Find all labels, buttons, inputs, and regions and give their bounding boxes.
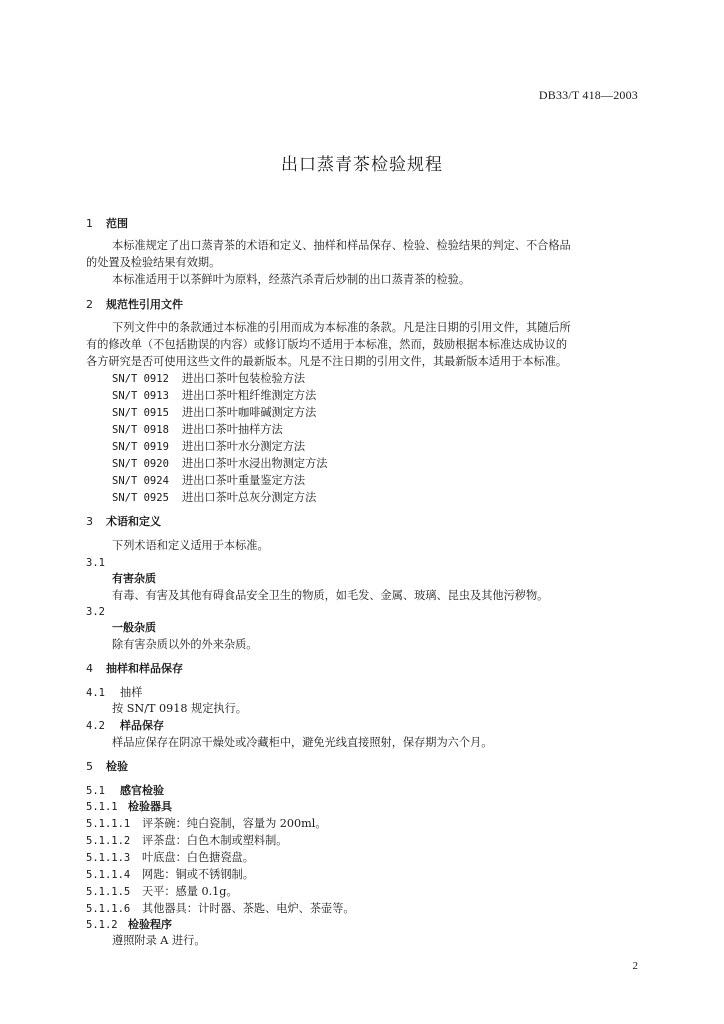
section-2-para-1a: 下列文件中的条款通过本标准的引用而成为本标准的条款。凡是注日期的引用文件，其随后所 (112, 321, 571, 334)
section-5-heading: 5 检验 (86, 760, 128, 773)
section-4-2-text: 样品应保存在阴凉干燥处或冷藏柜中，避免光线直接照射，保存期为六个月。 (112, 736, 493, 749)
reference-item: SN/T 0918 进出口茶叶抽样方法 (112, 423, 283, 436)
reference-item: SN/T 0912 进出口茶叶包装检验方法 (112, 372, 306, 385)
section-5-1-2-heading: 5.1.2 检验程序 (86, 918, 172, 931)
term-3-2-name: 一般杂质 (112, 621, 156, 634)
section-3-para-1: 下列术语和定义适用于本标准。 (112, 539, 269, 552)
reference-item: SN/T 0915 进出口茶叶咖啡碱测定方法 (112, 406, 317, 419)
reference-item: SN/T 0913 进出口茶叶粗纤维测定方法 (112, 389, 317, 402)
section-5-1-2-text: 遵照附录 A 进行。 (112, 934, 206, 947)
section-3-heading: 3 术语和定义 (86, 515, 161, 528)
section-4-2-heading: 4.2 样品保存 (86, 719, 164, 732)
section-1-para-1b: 的处置及检验结果有效期。 (86, 256, 221, 269)
section-4-heading: 4 抽样和样品保存 (86, 662, 183, 675)
standard-code: DB33/T 418—2003 (538, 88, 638, 102)
section-5-1-heading: 5.1 感官检验 (86, 784, 164, 797)
term-3-1-name: 有害杂质 (112, 572, 156, 585)
section-4-1-heading: 4.1 抽样 (86, 686, 143, 699)
reference-item: SN/T 0925 进出口茶叶总灰分测定方法 (112, 491, 317, 504)
reference-item: SN/T 0920 进出口茶叶水浸出物测定方法 (112, 457, 328, 470)
document-title: 出口蒸青茶检验规程 (281, 155, 443, 175)
section-1-para-2: 本标准适用于以茶鲜叶为原料，经蒸汽杀青后炒制的出口蒸青茶的检验。 (112, 273, 471, 286)
section-2-para-1c: 各方研究是否可使用这些文件的最新版本。凡是不注日期的引用文件，其最新版本适用于本标准。 (86, 355, 568, 368)
section-1-heading: 1 范围 (86, 217, 128, 230)
equipment-item: 5.1.1.2 评茶盘：白色木制或塑料制。 (86, 834, 288, 847)
section-1-para-1a: 本标准规定了出口蒸青茶的术语和定义、抽样和样品保存、检验、检验结果的判定、不合格品 (112, 239, 571, 252)
term-3-1-number: 3.1 (86, 557, 105, 569)
term-3-1-definition: 有毒、有害及其他有碍食品安全卫生的物质，如毛发、金属、玻璃、昆虫及其他污秽物。 (112, 589, 549, 602)
page-number: 2 (632, 960, 638, 972)
section-2-heading: 2 规范性引用文件 (86, 298, 183, 311)
equipment-item: 5.1.1.5 天平：感量 0.1g。 (86, 885, 238, 898)
equipment-item: 5.1.1.3 叶底盘：白色搪瓷盘。 (86, 851, 254, 864)
section-2-para-1b: 有的修改单（不包括勘误的内容）或修订版均不适用于本标准，然而，鼓励根据本标准达成协议的 (86, 338, 568, 351)
section-5-1-1-heading: 5.1.1 检验器具 (86, 800, 172, 813)
equipment-item: 5.1.1.1 评茶碗：纯白瓷制，容量为 200ml。 (86, 817, 327, 830)
equipment-item: 5.1.1.4 网匙：铜或不锈钢制。 (86, 868, 254, 881)
section-4-1-text: 按 SN/T 0918 规定执行。 (112, 702, 247, 715)
term-3-2-definition: 除有害杂质以外的外来杂质。 (112, 638, 258, 651)
reference-item: SN/T 0924 进出口茶叶重量鉴定方法 (112, 474, 306, 487)
equipment-item: 5.1.1.6 其他器具：计时器、茶匙、电炉、茶壶等。 (86, 902, 355, 915)
reference-item: SN/T 0919 进出口茶叶水分测定方法 (112, 440, 306, 453)
term-3-2-number: 3.2 (86, 606, 105, 618)
